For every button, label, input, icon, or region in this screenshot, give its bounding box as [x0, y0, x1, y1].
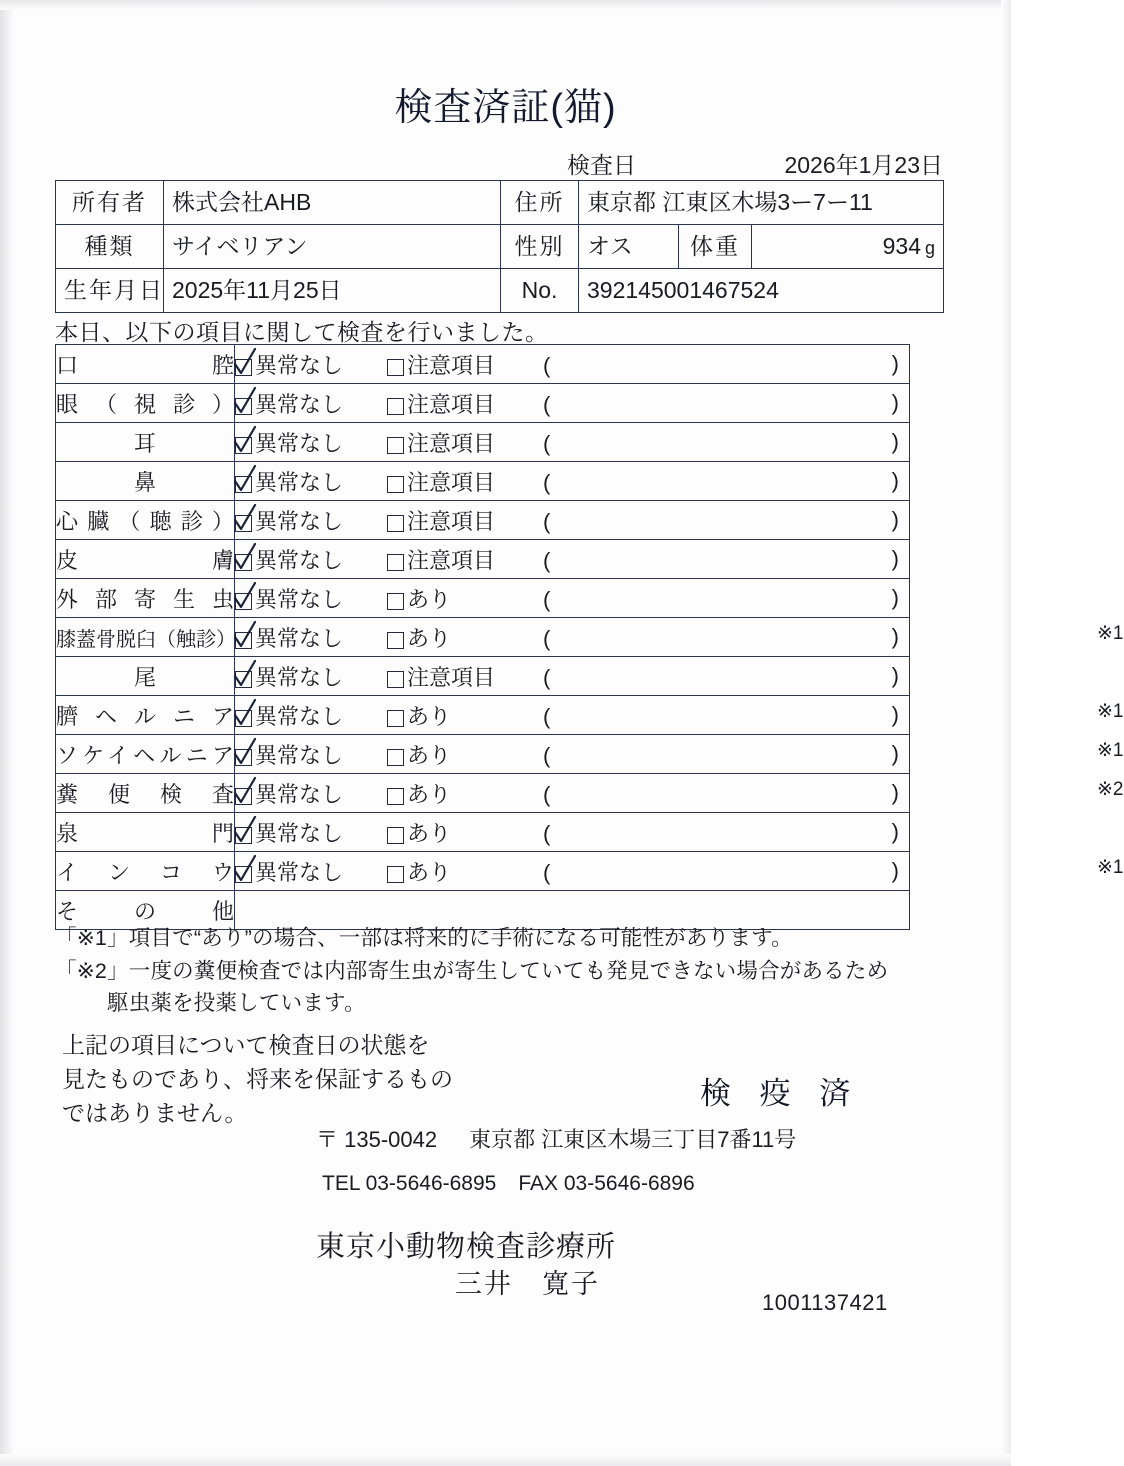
- checkbox-icon[interactable]: [387, 866, 404, 883]
- checklist-item-label: 膝蓋骨脱臼（触診）: [56, 618, 235, 657]
- checklist-item-label: 外部寄生虫: [56, 579, 235, 618]
- clinic-address: 東京都 江東区木場三丁目7番11号: [469, 1127, 797, 1152]
- checkbox-icon[interactable]: [387, 827, 404, 844]
- comment-paren-open: (: [543, 703, 551, 729]
- checklist-item-options: [235, 579, 910, 618]
- checkbox-icon[interactable]: [235, 671, 252, 688]
- checkbox-option-secondary-label: あり: [407, 586, 452, 612]
- breed-label: 種類: [56, 225, 164, 269]
- checklist-item-label: ソケイヘルニア: [56, 735, 235, 774]
- table-row-owner: [56, 181, 944, 225]
- footnote-marker: ※1: [1097, 739, 1124, 761]
- checkbox-icon[interactable]: [387, 554, 404, 571]
- checklist-item-options: [235, 852, 1124, 891]
- table-row-birth: [56, 269, 944, 313]
- checkbox-option-normal-label: 異常なし: [255, 625, 344, 651]
- table-row: [56, 501, 910, 540]
- checkbox-option-normal[interactable]: [235, 622, 387, 653]
- checkbox-option-normal[interactable]: [235, 505, 387, 536]
- checkbox-icon[interactable]: [235, 437, 252, 454]
- footnotes: [55, 922, 888, 1020]
- inspection-date: [55, 147, 943, 177]
- checkbox-option-secondary[interactable]: [387, 817, 527, 848]
- checkbox-icon[interactable]: [235, 554, 252, 571]
- footnote-line-2: 「※2」一度の糞便検査では内部寄生虫が寄生していても発見できない場合があるため: [55, 958, 889, 983]
- checklist-item-label: 泉門: [56, 813, 235, 852]
- checklist-item-options: [235, 345, 910, 384]
- comment-paren-open: (: [543, 781, 551, 807]
- disclaimer-line-1: 上記の項目について検査日の状態を: [62, 1032, 430, 1058]
- checkbox-icon[interactable]: [235, 749, 252, 766]
- table-row: [56, 579, 910, 618]
- checkbox-icon[interactable]: [387, 632, 404, 649]
- clinic-name: 東京小動物検査診療所: [316, 1231, 617, 1263]
- table-row-breed: [56, 225, 944, 269]
- checkbox-option-normal-label: 異常なし: [255, 664, 344, 690]
- checkbox-option-secondary[interactable]: [387, 505, 527, 536]
- checklist-item-label: 皮膚: [56, 540, 235, 579]
- checklist-item-label: 鼻: [56, 462, 235, 501]
- comment-paren-open: (: [543, 352, 551, 378]
- birth-label: 生年月日: [56, 269, 164, 313]
- checklist-item-label: 心臓（聴診）: [56, 501, 235, 540]
- checkbox-option-secondary[interactable]: [387, 349, 527, 380]
- comment-paren-open: (: [543, 625, 551, 651]
- comment-paren-open: (: [543, 430, 551, 456]
- checkbox-option-normal-label: 異常なし: [255, 703, 344, 729]
- checkbox-option-normal-label: 異常なし: [255, 859, 344, 885]
- checklist-item-label: 臍ヘルニア: [56, 696, 235, 735]
- breed-value: サイベリアン: [164, 225, 501, 269]
- checkbox-option-secondary-label: 注意項目: [407, 508, 496, 534]
- microchip-no-label: No.: [501, 269, 579, 313]
- checkbox-option-secondary-label: 注意項目: [407, 352, 496, 378]
- footnote-marker: ※1: [1097, 856, 1124, 878]
- clinic-contact-line: [322, 1172, 695, 1196]
- page-title: 検査済証(猫): [394, 87, 617, 129]
- comment-paren-close: ): [891, 585, 899, 610]
- checkbox-option-secondary[interactable]: [387, 427, 527, 458]
- checkbox-option-normal-label: 異常なし: [255, 352, 344, 378]
- checkbox-icon[interactable]: [387, 788, 404, 805]
- checkbox-option-normal[interactable]: [235, 817, 387, 848]
- comment-paren-close: ): [891, 429, 899, 454]
- table-row: [56, 852, 910, 891]
- checkbox-option-secondary-label: あり: [407, 703, 452, 729]
- checklist-item-options: [235, 540, 910, 579]
- comment-paren-open: (: [543, 547, 551, 573]
- table-row: [56, 696, 910, 735]
- checkbox-icon[interactable]: [387, 515, 404, 532]
- checkbox-icon[interactable]: [235, 632, 252, 649]
- checkbox-option-normal[interactable]: [235, 583, 387, 614]
- comment-paren-open: (: [543, 508, 551, 534]
- checkbox-option-secondary[interactable]: [387, 700, 527, 731]
- comment-paren-close: ): [891, 663, 899, 688]
- checkbox-option-secondary-label: 注意項目: [407, 664, 496, 690]
- checkbox-icon[interactable]: [387, 437, 404, 454]
- checkbox-option-secondary-label: あり: [407, 820, 452, 846]
- comment-paren-close: ): [891, 819, 899, 844]
- comment-paren-close: ): [891, 390, 899, 415]
- checkbox-icon[interactable]: [235, 827, 252, 844]
- checkbox-option-secondary[interactable]: [387, 583, 527, 614]
- checkbox-option-normal-label: 異常なし: [255, 469, 344, 495]
- scan-edge-right: [1001, 0, 1011, 1466]
- checkbox-option-normal[interactable]: [235, 466, 387, 497]
- address-label: 住所: [501, 181, 579, 225]
- checkbox-icon[interactable]: [235, 593, 252, 610]
- checkbox-option-normal-label: 異常なし: [255, 547, 344, 573]
- checkbox-option-secondary-label: 注意項目: [407, 391, 496, 417]
- footnote-line-1: 「※1」項目で“あり”の場合、一部は将来的に手術になる可能性があります。: [55, 926, 793, 950]
- comment-paren-open: (: [543, 742, 551, 768]
- birth-value: 2025年11月25日: [164, 269, 501, 313]
- doctor-name: 三井 寛子: [455, 1269, 600, 1299]
- disclaimer-line-3: ではありません。: [62, 1100, 248, 1127]
- header-info-table: [55, 180, 944, 313]
- checkbox-icon[interactable]: [235, 398, 252, 415]
- footnote-marker: ※1: [1097, 622, 1124, 644]
- checkbox-icon[interactable]: [387, 476, 404, 493]
- checkbox-option-secondary-label: 注意項目: [407, 547, 496, 573]
- checklist-item-label: インコウ: [56, 852, 235, 891]
- clinic-zip: 〒 135-0042: [316, 1127, 438, 1152]
- checkbox-option-normal-label: 異常なし: [255, 508, 344, 534]
- checklist-item-options: [235, 618, 1124, 657]
- checkbox-icon[interactable]: [387, 359, 404, 376]
- comment-paren-close: ): [891, 546, 899, 571]
- microchip-no-value: 392145001467524: [579, 269, 944, 313]
- checkbox-option-secondary[interactable]: [387, 466, 527, 497]
- checkbox-icon[interactable]: [387, 749, 404, 766]
- sex-label: 性別: [501, 225, 579, 269]
- table-row: [56, 735, 910, 774]
- inspection-date-label: 検査日: [567, 152, 636, 178]
- checkbox-option-normal[interactable]: [235, 544, 387, 575]
- footnote-marker: ※2: [1097, 778, 1124, 800]
- checklist-item-options: [235, 384, 910, 423]
- checkbox-icon[interactable]: [387, 593, 404, 610]
- checklist-item-label: 尾: [56, 657, 235, 696]
- table-row: [56, 540, 910, 579]
- checkbox-icon[interactable]: [387, 710, 404, 727]
- checkbox-option-secondary-label: 注意項目: [407, 469, 496, 495]
- scan-edge-left: [0, 0, 14, 1466]
- checkbox-icon[interactable]: [235, 515, 252, 532]
- clinic-tel: TEL 03-5646-6895: [322, 1172, 497, 1195]
- checklist-item-options: [235, 696, 1124, 735]
- table-row: [56, 774, 910, 813]
- table-row: [56, 384, 910, 423]
- checklist-item-options: [235, 774, 1124, 813]
- checkbox-option-normal-label: 異常なし: [255, 586, 344, 612]
- comment-paren-open: (: [543, 820, 551, 846]
- intro-text: 本日、以下の項目に関して検査を行いました。: [55, 319, 549, 345]
- table-row: [56, 345, 910, 384]
- checkbox-option-normal[interactable]: [235, 349, 387, 380]
- table-row: [56, 618, 910, 657]
- comment-paren-close: ): [891, 624, 899, 649]
- weight-label: 体重: [679, 225, 752, 269]
- checkbox-option-secondary[interactable]: [387, 739, 527, 770]
- table-row: [56, 423, 910, 462]
- checkbox-option-normal[interactable]: [235, 778, 387, 809]
- checkbox-option-secondary[interactable]: [387, 778, 527, 809]
- checklist-item-label: 耳: [56, 423, 235, 462]
- checkbox-icon[interactable]: [235, 476, 252, 493]
- checkbox-icon[interactable]: [235, 710, 252, 727]
- inspection-checklist-table: [55, 344, 1124, 930]
- comment-paren-close: ): [891, 741, 899, 766]
- checklist-item-options: [235, 657, 910, 696]
- checkbox-option-normal-label: 異常なし: [255, 430, 344, 456]
- disclaimer-line-2: 見たものであり、将来を保証するもの: [62, 1066, 453, 1093]
- checkbox-icon[interactable]: [235, 359, 252, 376]
- disclaimer: [62, 1028, 453, 1130]
- footnote-line-3: 駆虫薬を投薬しています。: [107, 991, 366, 1016]
- comment-paren-open: (: [543, 586, 551, 612]
- table-row: [56, 462, 910, 501]
- comment-paren-open: (: [543, 469, 551, 495]
- owner-label: 所有者: [56, 181, 164, 225]
- comment-paren-close: ): [891, 858, 899, 883]
- comment-paren-close: ): [891, 780, 899, 805]
- serial-number: 1001137421: [762, 1290, 888, 1315]
- checkbox-option-normal[interactable]: [235, 856, 387, 887]
- checkbox-option-secondary-label: あり: [407, 781, 452, 807]
- checkbox-option-secondary[interactable]: [387, 544, 527, 575]
- checklist-item-options: [235, 813, 910, 852]
- quarantine-stamp: 検 疫 済: [700, 1076, 861, 1111]
- checkbox-option-normal[interactable]: [235, 700, 387, 731]
- weight-value: 934: [882, 232, 921, 259]
- footnote-marker: ※1: [1097, 700, 1124, 722]
- checklist-item-options: [235, 735, 1124, 774]
- checkbox-option-normal[interactable]: [235, 661, 387, 692]
- checkbox-option-secondary[interactable]: [387, 622, 527, 653]
- checkbox-option-normal-label: 異常なし: [255, 742, 344, 768]
- checkbox-icon[interactable]: [235, 788, 252, 805]
- comment-paren-close: ): [891, 702, 899, 727]
- checkbox-option-secondary-label: 注意項目: [407, 430, 496, 456]
- checklist-item-options: [235, 501, 910, 540]
- clinic-fax: FAX 03-5646-6896: [518, 1172, 695, 1195]
- checklist-item-label: 糞便検査: [56, 774, 235, 813]
- checkbox-option-secondary[interactable]: [387, 388, 527, 419]
- scan-edge-top: [0, 0, 1011, 10]
- checkbox-option-secondary-label: あり: [407, 859, 452, 885]
- checklist-item-label: 眼（視診）: [56, 384, 235, 423]
- checkbox-icon[interactable]: [387, 671, 404, 688]
- comment-paren-open: (: [543, 859, 551, 885]
- checkbox-option-normal-label: 異常なし: [255, 781, 344, 807]
- checkbox-option-secondary-label: あり: [407, 742, 452, 768]
- checkbox-option-normal[interactable]: [235, 388, 387, 419]
- checklist-item-label: その他: [56, 891, 235, 930]
- checkbox-option-normal-label: 異常なし: [255, 820, 344, 846]
- checkbox-icon[interactable]: [235, 866, 252, 883]
- table-row: [56, 813, 910, 852]
- checkbox-option-secondary[interactable]: [387, 661, 527, 692]
- checkbox-option-normal[interactable]: [235, 739, 387, 770]
- comment-paren-open: (: [543, 391, 551, 417]
- checklist-item-options: [235, 423, 910, 462]
- checkbox-option-normal-label: 異常なし: [255, 391, 344, 417]
- comment-paren-close: ): [891, 351, 899, 376]
- comment-paren-close: ): [891, 507, 899, 532]
- table-row: [56, 657, 910, 696]
- weight-value-cell: [752, 225, 944, 269]
- checkbox-option-normal[interactable]: [235, 427, 387, 458]
- checkbox-option-secondary[interactable]: [387, 856, 527, 887]
- comment-paren-open: (: [543, 664, 551, 690]
- checkbox-icon[interactable]: [387, 398, 404, 415]
- owner-value: 株式会社AHB: [164, 181, 501, 225]
- address-value: 東京都 江東区木場3ー7ー11: [579, 181, 944, 225]
- checklist-item-label: 口腔: [56, 345, 235, 384]
- weight-unit: g: [924, 237, 935, 258]
- clinic-address-line: [316, 1123, 796, 1154]
- comment-paren-close: ): [891, 468, 899, 493]
- checkbox-option-secondary-label: あり: [407, 625, 452, 651]
- sex-value: オス: [579, 225, 679, 269]
- scan-edge-bottom: [0, 1454, 1011, 1466]
- checklist-item-options: [235, 462, 910, 501]
- inspection-date-value: 2026年1月23日: [784, 152, 943, 178]
